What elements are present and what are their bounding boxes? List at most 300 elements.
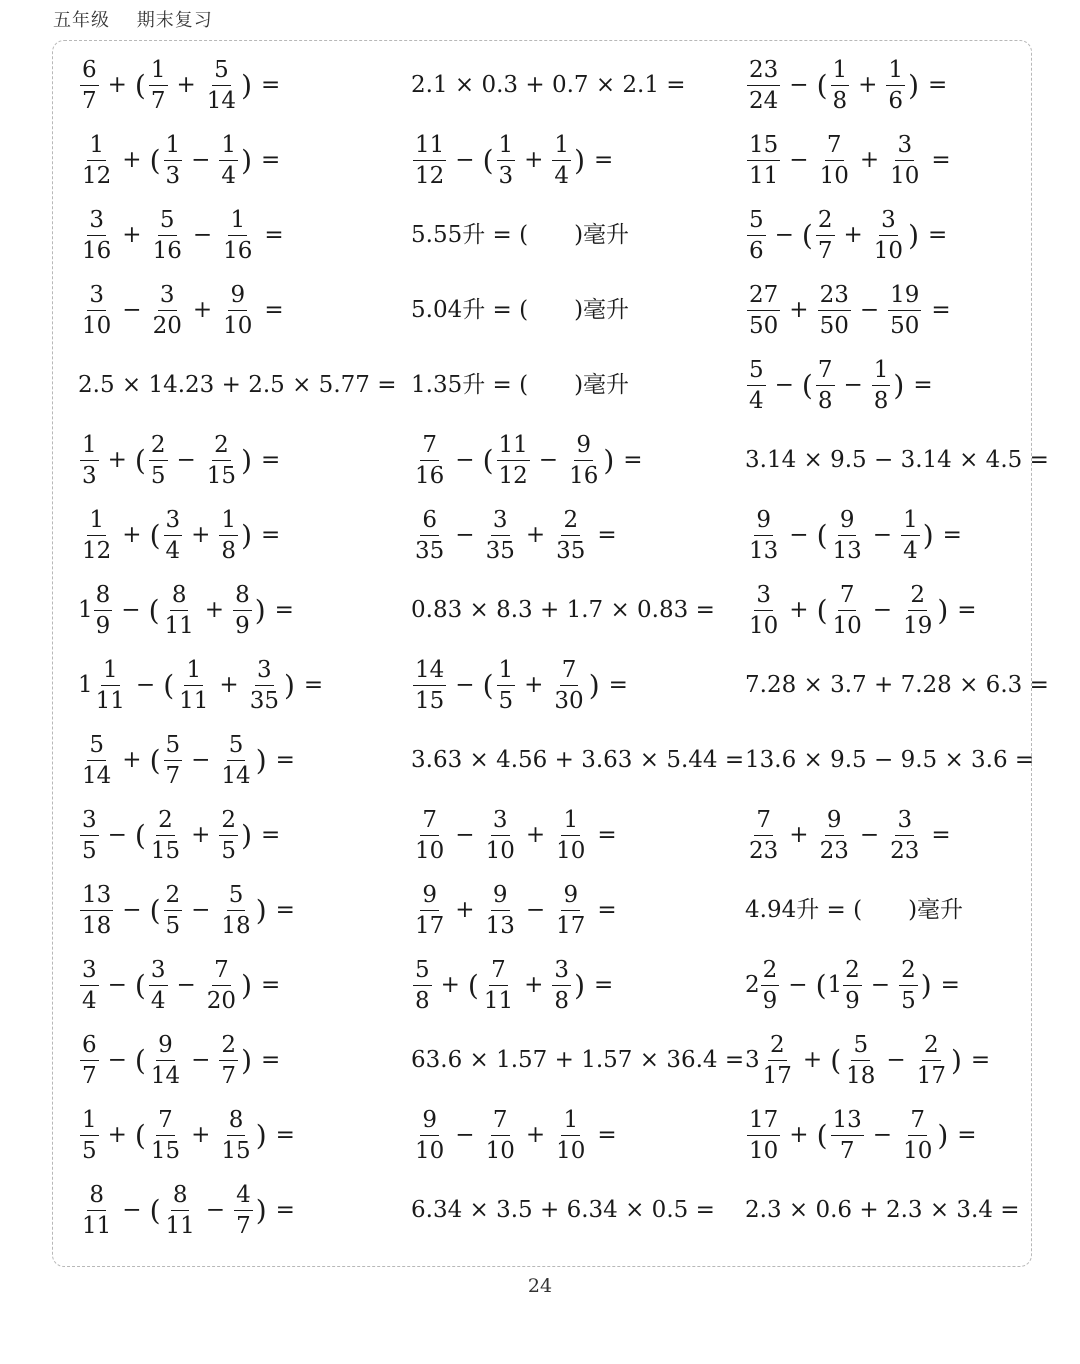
operator: − — [107, 972, 127, 998]
math-problem — [78, 123, 411, 198]
operator: − — [843, 372, 863, 398]
fraction — [80, 208, 113, 262]
fraction — [205, 433, 238, 487]
fraction — [818, 808, 851, 862]
denominator: 7 — [150, 87, 166, 114]
denominator: 10 — [890, 162, 920, 189]
parenthesis: ( — [149, 1193, 161, 1227]
parenthesis: ) — [908, 218, 919, 252]
fraction — [80, 883, 113, 937]
fraction — [747, 208, 766, 262]
fraction — [164, 1183, 197, 1237]
numerator: 7 — [489, 958, 508, 985]
numerator: 3 — [164, 508, 183, 535]
math-problem — [411, 1023, 745, 1098]
parenthesis: ) — [241, 968, 252, 1002]
parenthesis: ( — [801, 368, 813, 402]
numerator: 13 — [831, 1108, 864, 1135]
denominator: 13 — [832, 537, 862, 564]
math-problem — [745, 1098, 1033, 1173]
operator: − — [789, 522, 809, 548]
fraction — [149, 433, 168, 487]
denominator: 11 — [164, 612, 194, 639]
fraction — [149, 1108, 182, 1162]
numerator: 1 — [497, 658, 516, 685]
fraction — [164, 733, 183, 787]
denominator: 5 — [150, 462, 166, 489]
numerator: 3 — [491, 508, 510, 535]
fraction — [219, 133, 238, 187]
numerator: 2 — [164, 883, 183, 910]
operator: + — [176, 72, 196, 98]
operator: − — [121, 597, 141, 623]
math-problem — [745, 348, 1033, 423]
operator: − — [859, 297, 880, 323]
equals-sign: = — [931, 297, 951, 323]
operator: + — [524, 972, 544, 998]
numerator: 9 — [491, 883, 510, 910]
numerator: 1 — [80, 433, 99, 460]
numerator: 2 — [908, 583, 927, 610]
denominator: 5 — [901, 987, 916, 1014]
denominator: 13 — [749, 537, 779, 564]
fraction — [219, 1108, 252, 1162]
math-problem — [745, 48, 1033, 123]
parenthesis: ( — [801, 218, 813, 252]
parenthesis: ( — [134, 818, 146, 852]
denominator: 15 — [150, 837, 181, 864]
equals-sign: = — [261, 522, 281, 548]
equals-sign: = — [928, 222, 948, 248]
expression-text: 3.14 × 9.5 − 3.14 × 4.5 = — [745, 447, 1049, 473]
fraction — [901, 583, 934, 637]
operator: − — [205, 1197, 226, 1223]
math-problem — [411, 798, 745, 873]
denominator: 7 — [221, 1062, 237, 1089]
numerator: 2 — [219, 808, 238, 835]
fraction — [818, 283, 851, 337]
parenthesis: ( — [149, 893, 161, 927]
numerator: 3 — [158, 283, 177, 310]
operator: − — [774, 372, 794, 398]
numerator: 9 — [420, 1108, 439, 1135]
operator: − — [774, 222, 794, 248]
fraction — [554, 883, 587, 937]
denominator: 14 — [221, 762, 251, 789]
denominator: 8 — [554, 987, 570, 1014]
equals-sign: = — [597, 897, 617, 923]
fraction — [747, 358, 766, 412]
denominator: 35 — [556, 537, 586, 564]
operator: − — [859, 822, 880, 848]
denominator: 17 — [556, 912, 586, 939]
operator: − — [107, 1047, 127, 1073]
numerator: 1 — [80, 1108, 99, 1135]
equals-sign: = — [970, 1047, 991, 1073]
denominator: 20 — [206, 987, 237, 1014]
fraction — [221, 283, 254, 337]
fraction — [484, 508, 517, 562]
fraction — [234, 1183, 253, 1237]
parenthesis: ( — [134, 1043, 146, 1077]
operator: + — [789, 297, 809, 323]
fraction — [888, 133, 921, 187]
denominator: 5 — [82, 837, 97, 864]
equals-sign: = — [931, 147, 951, 173]
denominator: 10 — [415, 837, 445, 864]
whole-number: 1 — [78, 672, 93, 698]
numerator: 5 — [212, 58, 231, 85]
denominator: 7 — [165, 762, 181, 789]
denominator: 17 — [415, 912, 445, 939]
operator: − — [872, 1122, 893, 1148]
math-problem — [745, 1023, 1033, 1098]
denominator: 8 — [817, 387, 833, 414]
fraction — [567, 433, 600, 487]
fraction — [872, 208, 905, 262]
fraction — [413, 658, 446, 712]
equals-sign: = — [303, 672, 324, 698]
numerator: 6 — [80, 58, 99, 85]
operator: − — [176, 447, 196, 473]
numerator: 9 — [754, 508, 773, 535]
math-problem — [78, 798, 411, 873]
parenthesis: ) — [241, 68, 252, 102]
parenthesis: ) — [255, 1118, 267, 1152]
fraction — [221, 208, 254, 262]
denominator: 7 — [817, 237, 833, 264]
math-problem — [78, 423, 411, 498]
operator: − — [122, 897, 142, 923]
fraction — [413, 1108, 446, 1162]
expression-text: 63.6 × 1.57 + 1.57 × 36.4 = — [411, 1047, 745, 1073]
operator: + — [524, 147, 544, 173]
fraction — [80, 283, 113, 337]
operator: + — [107, 1122, 127, 1148]
fraction — [831, 58, 850, 112]
numerator: 7 — [212, 958, 231, 985]
numerator: 1 — [87, 133, 106, 160]
math-problem — [411, 1098, 745, 1173]
parenthesis: ) — [922, 518, 934, 552]
numerator: 8 — [94, 583, 113, 610]
fraction — [747, 1108, 780, 1162]
equals-sign: = — [264, 297, 284, 323]
problem-grid — [78, 48, 1049, 1248]
math-problem — [411, 648, 745, 723]
parenthesis: ( — [482, 668, 494, 702]
fraction — [497, 658, 516, 712]
operator: − — [886, 1047, 906, 1073]
parenthesis: ) — [937, 593, 949, 627]
math-problem — [745, 648, 1049, 723]
equals-sign: = — [931, 822, 951, 848]
numerator: 9 — [156, 1033, 175, 1060]
math-problem — [411, 123, 745, 198]
fraction — [413, 133, 446, 187]
numerator: 1 — [228, 208, 247, 235]
denominator: 9 — [762, 987, 778, 1014]
denominator: 8 — [415, 987, 430, 1014]
math-problem — [411, 1173, 745, 1248]
parenthesis: ( — [816, 1118, 828, 1152]
fraction — [80, 433, 99, 487]
math-problem — [745, 723, 1033, 798]
numerator: 1 — [831, 58, 850, 85]
fraction — [816, 358, 835, 412]
parenthesis: ) — [937, 1118, 949, 1152]
equals-sign: = — [261, 447, 281, 473]
equals-sign: = — [957, 1122, 977, 1148]
fraction — [899, 958, 918, 1012]
numerator: 17 — [747, 1108, 780, 1135]
operator: − — [455, 522, 475, 548]
operator: + — [192, 297, 213, 323]
denominator: 8 — [221, 537, 237, 564]
numerator: 2 — [212, 433, 231, 460]
numerator: 9 — [561, 883, 580, 910]
denominator: 9 — [95, 612, 111, 639]
operator: − — [135, 672, 156, 698]
denominator: 23 — [749, 837, 779, 864]
parenthesis: ) — [588, 668, 600, 702]
math-problem — [78, 1173, 411, 1248]
math-problem — [411, 873, 745, 948]
numerator: 9 — [420, 883, 439, 910]
parenthesis: ) — [255, 1193, 267, 1227]
operator: − — [455, 447, 475, 473]
fraction — [219, 733, 252, 787]
denominator: 18 — [846, 1062, 876, 1089]
math-problem — [411, 948, 745, 1023]
equals-sign: = — [623, 447, 643, 473]
whole-number: 2 — [745, 972, 760, 998]
numerator: 2 — [816, 208, 835, 235]
expression-text: 2.1 × 0.3 + 0.7 × 2.1 = — [411, 72, 686, 98]
denominator: 8 — [873, 387, 889, 414]
denominator: 35 — [415, 537, 445, 564]
parenthesis: ) — [241, 1043, 252, 1077]
denominator: 50 — [749, 312, 779, 339]
fraction — [747, 58, 780, 112]
operator: − — [455, 822, 475, 848]
numerator: 3 — [895, 133, 914, 160]
equals-sign: = — [942, 522, 962, 548]
numerator: 5 — [747, 208, 766, 235]
denominator: 13 — [485, 912, 515, 939]
denominator: 5 — [498, 687, 514, 714]
operator: + — [525, 1122, 546, 1148]
numerator: 5 — [747, 358, 766, 385]
whole-number: 3 — [745, 1047, 760, 1073]
numerator: 8 — [87, 1183, 106, 1210]
numerator: 3 — [80, 958, 99, 985]
fraction — [80, 958, 99, 1012]
fraction — [94, 583, 113, 637]
numerator: 3 — [879, 208, 898, 235]
fraction — [413, 808, 446, 862]
denominator: 10 — [556, 837, 586, 864]
fraction — [554, 808, 587, 862]
equals-sign: = — [261, 72, 281, 98]
denominator: 18 — [82, 912, 112, 939]
operator: + — [525, 522, 546, 548]
math-problem — [745, 1173, 1033, 1248]
expression-text: 6.34 × 3.5 + 6.34 × 0.5 = — [411, 1197, 715, 1223]
fraction — [831, 583, 864, 637]
operator: + — [843, 222, 863, 248]
denominator: 4 — [749, 387, 764, 414]
operator: − — [122, 297, 142, 323]
parenthesis: ) — [920, 968, 932, 1002]
math-problem — [78, 48, 411, 123]
fraction — [149, 958, 168, 1012]
operator: + — [122, 522, 142, 548]
numerator: 2 — [843, 958, 862, 985]
page-header — [53, 6, 213, 32]
denominator: 15 — [415, 687, 445, 714]
numerator: 3 — [87, 283, 106, 310]
numerator: 9 — [838, 508, 857, 535]
denominator: 15 — [206, 462, 237, 489]
denominator: 11 — [483, 987, 514, 1014]
numerator: 7 — [838, 583, 857, 610]
math-problem — [78, 1023, 411, 1098]
denominator: 11 — [95, 687, 125, 714]
math-problem — [78, 723, 411, 798]
denominator: 4 — [165, 537, 181, 564]
denominator: 23 — [819, 837, 849, 864]
math-problem — [78, 348, 411, 423]
operator: + — [802, 1047, 823, 1073]
denominator: 23 — [890, 837, 920, 864]
numerator: 7 — [420, 433, 439, 460]
fraction — [164, 508, 183, 562]
fraction — [80, 1183, 113, 1237]
denominator: 7 — [839, 1137, 855, 1164]
operator: + — [191, 822, 211, 848]
fraction — [747, 508, 780, 562]
denominator: 7 — [236, 1212, 251, 1239]
numerator: 1 — [87, 508, 106, 535]
expression-text: 1.35升 = ( )毫升 — [411, 372, 630, 398]
numerator: 7 — [908, 1108, 927, 1135]
numerator: 2 — [899, 958, 918, 985]
math-problem — [745, 948, 1033, 1023]
denominator: 35 — [249, 687, 279, 714]
fraction — [554, 1108, 587, 1162]
operator: + — [191, 1122, 211, 1148]
denominator: 4 — [554, 162, 570, 189]
math-problem — [411, 198, 745, 273]
operator: + — [789, 597, 809, 623]
denominator: 11 — [82, 1212, 112, 1239]
denominator: 12 — [82, 162, 112, 189]
parenthesis: ( — [149, 743, 161, 777]
numerator: 7 — [816, 358, 835, 385]
denominator: 3 — [82, 462, 97, 489]
fraction — [818, 133, 851, 187]
numerator: 5 — [87, 733, 106, 760]
fraction — [151, 283, 184, 337]
math-problem — [745, 798, 1033, 873]
denominator: 10 — [819, 162, 849, 189]
numerator: 1 — [872, 358, 891, 385]
parenthesis: ( — [149, 518, 161, 552]
denominator: 11 — [165, 1212, 195, 1239]
operator: + — [122, 147, 142, 173]
fraction — [80, 808, 99, 862]
fraction — [80, 58, 99, 112]
numerator: 3 — [255, 658, 274, 685]
fraction — [484, 883, 517, 937]
operator: − — [789, 147, 809, 173]
fraction — [248, 658, 281, 712]
fraction — [554, 508, 587, 562]
parenthesis: ) — [241, 143, 252, 177]
expression-text: 0.83 × 8.3 + 1.7 × 0.83 = — [411, 597, 715, 623]
parenthesis: ) — [574, 143, 585, 177]
numerator: 1 — [219, 133, 238, 160]
fraction — [886, 58, 905, 112]
denominator: 11 — [749, 162, 779, 189]
numerator: 3 — [552, 958, 571, 985]
equals-sign: = — [597, 1122, 617, 1148]
fraction — [552, 133, 571, 187]
equals-sign: = — [940, 972, 960, 998]
numerator: 7 — [560, 658, 579, 685]
numerator: 1 — [164, 133, 183, 160]
fraction — [205, 58, 238, 112]
operator: − — [455, 1122, 475, 1148]
expression-text: 2.3 × 0.6 + 2.3 × 3.4 = — [745, 1197, 1020, 1223]
math-problem — [411, 423, 745, 498]
operator: − — [525, 897, 546, 923]
numerator: 3 — [895, 808, 914, 835]
expression-text: 13.6 × 9.5 − 9.5 × 3.6 = — [745, 747, 1035, 773]
fraction — [80, 133, 113, 187]
math-problem — [78, 498, 411, 573]
fraction — [552, 958, 571, 1012]
math-problem — [411, 498, 745, 573]
numerator: 8 — [170, 583, 189, 610]
denominator: 9 — [845, 987, 860, 1014]
operator: + — [789, 822, 809, 848]
operator: + — [858, 72, 878, 98]
denominator: 6 — [749, 237, 764, 264]
fraction — [80, 1033, 99, 1087]
denominator: 12 — [82, 537, 112, 564]
operator: + — [107, 447, 127, 473]
parenthesis: ) — [255, 893, 267, 927]
parenthesis: ) — [254, 593, 266, 627]
denominator: 9 — [235, 612, 250, 639]
parenthesis: ( — [482, 143, 494, 177]
denominator: 10 — [749, 612, 779, 639]
fraction — [413, 958, 432, 1012]
equals-sign: = — [275, 1122, 295, 1148]
numerator: 1 — [552, 133, 571, 160]
numerator: 3 — [149, 958, 168, 985]
denominator: 18 — [221, 912, 251, 939]
math-problem — [745, 123, 1033, 198]
operator: + — [524, 672, 544, 698]
equals-sign: = — [274, 597, 294, 623]
operator: + — [219, 672, 239, 698]
numerator: 9 — [825, 808, 844, 835]
denominator: 8 — [832, 87, 848, 114]
operator: + — [204, 597, 225, 623]
